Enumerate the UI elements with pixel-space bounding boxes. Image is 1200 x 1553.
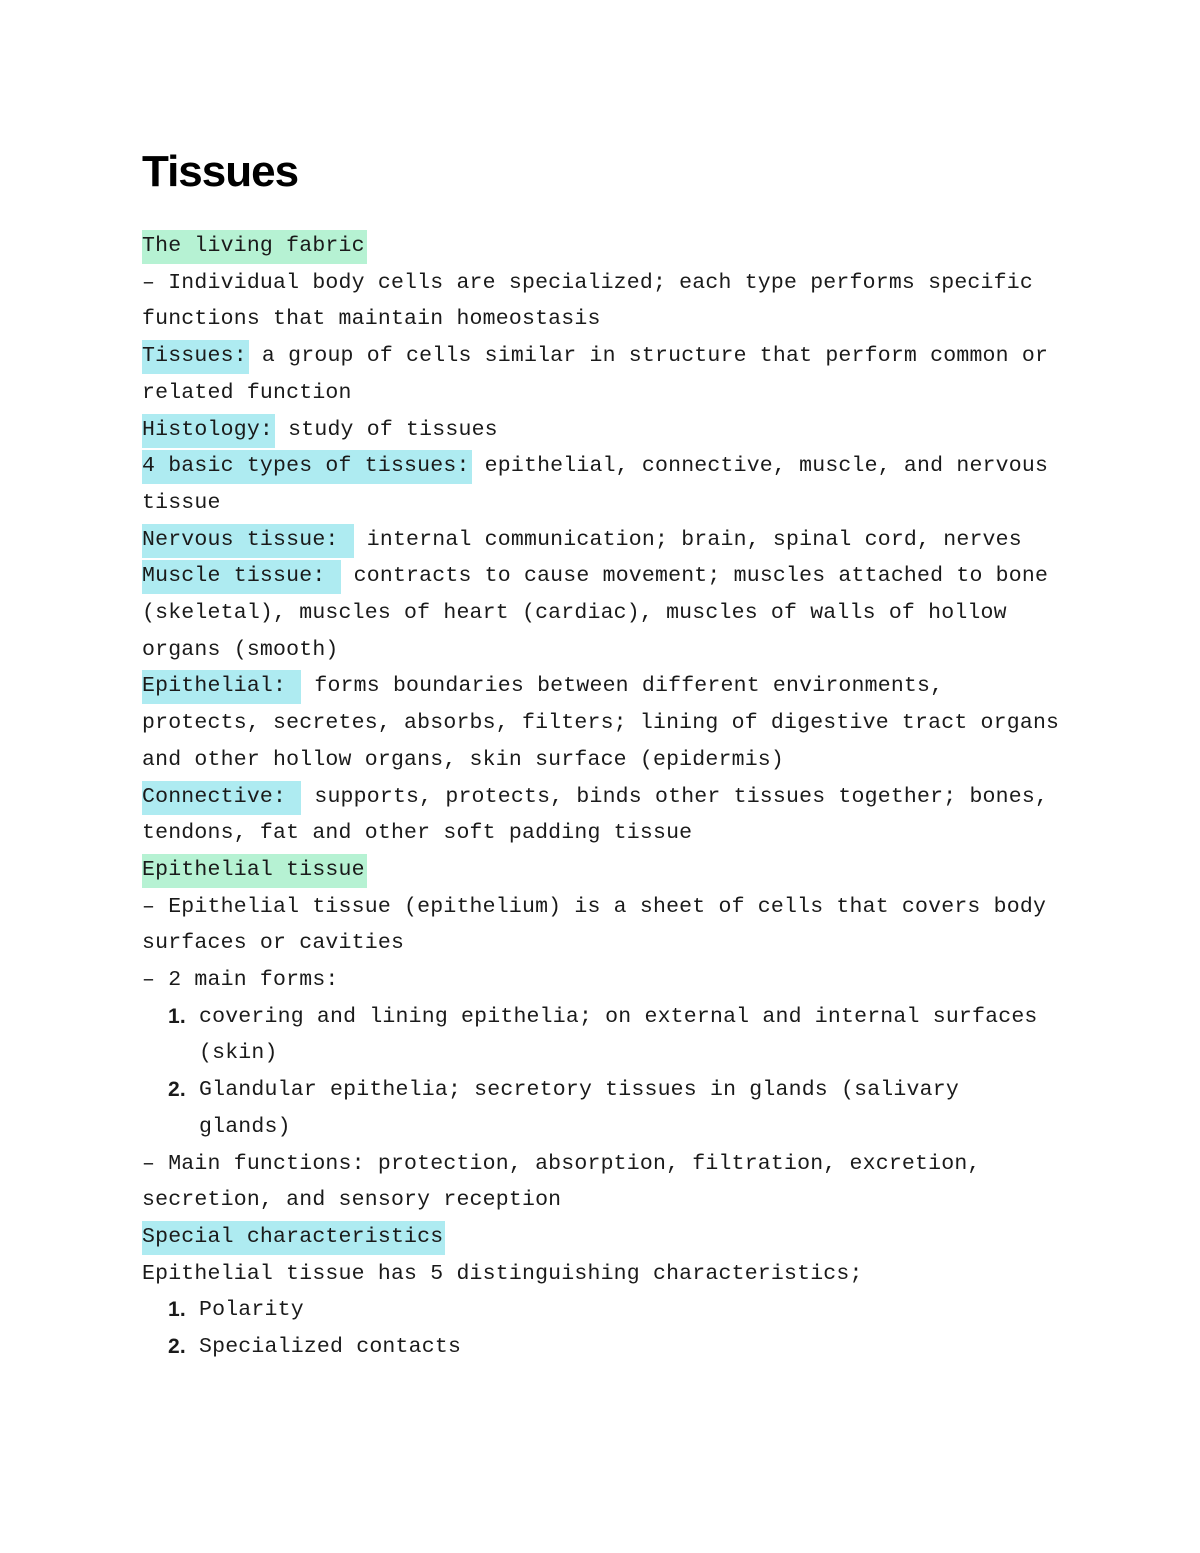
list-item [142, 1292, 1062, 1329]
definition-muscle-tissue [142, 558, 1062, 668]
definition-text: epithelial, connective, muscle, and nervous tissue [142, 454, 1062, 515]
section-heading-epithelial-tissue [142, 852, 1062, 889]
epithelial-description: – Epithelial tissue (epithelium) is a sheet of cells that covers body surfaces or cavities [142, 894, 1060, 956]
definition-text: study of tissues [275, 417, 498, 442]
list-item-text: Glandular epithelia; secretory tissues in glands (salivary glands) [199, 1078, 959, 1139]
heading-highlight: Epithelial tissue [142, 854, 367, 888]
definition-text: forms boundaries between different environments, protects, secretes, absorbs, filters; lining of digestive tract organs and other hollow organs, skin surface (epidermis) [142, 674, 1073, 772]
heading-highlight: The living fabric [142, 230, 367, 264]
list-item-text: Specialized contacts [199, 1335, 462, 1360]
list-number: 1. [168, 1004, 186, 1028]
term-tissues: Tissues: [142, 340, 249, 374]
definition-epithelial [142, 668, 1073, 778]
definition-text: a group of cells similar in structure that perform common or related function [142, 344, 1062, 405]
term-connective: Connective: [142, 781, 301, 815]
term-histology: Histology: [142, 414, 275, 448]
term-basic-types: 4 basic types of tissues: [142, 450, 472, 484]
definition-nervous-tissue [142, 522, 1062, 559]
definition-text: supports, protects, binds other tissues together; bones, tendons, fat and other soft padding tissue [142, 784, 1062, 846]
term-muscle-tissue: Muscle tissue: [142, 560, 341, 594]
living-fabric-intro: – Individual body cells are specialized; each type performs specific functions that maintain homeostasis [142, 270, 1047, 332]
list-item-text: covering and lining epithelia; on external and internal surfaces (skin) [199, 1004, 1038, 1066]
definition-connective [142, 779, 1062, 852]
list-item-text: Polarity [199, 1298, 304, 1323]
list-number: 1. [168, 1298, 186, 1322]
page-title: Tissues [142, 147, 299, 196]
characteristics-list [142, 1292, 1062, 1365]
term-nervous-tissue: Nervous tissue: [142, 524, 354, 558]
list-number: 2. [168, 1335, 186, 1359]
definition-basic-types [142, 448, 1062, 521]
epithelial-forms-intro: – 2 main forms: [142, 968, 339, 993]
list-item [142, 999, 1062, 1072]
definition-histology [142, 412, 1062, 449]
section-heading-living-fabric [142, 228, 1062, 265]
term-epithelial: Epithelial: [142, 670, 301, 704]
definition-text: internal communication; brain, spinal cord, nerves [353, 527, 1022, 552]
list-item [142, 1329, 1062, 1366]
characteristics-intro: Epithelial tissue has 5 distinguishing characteristics; [142, 1261, 863, 1286]
document-body [142, 228, 1073, 1366]
section-heading-special-characteristics [142, 1219, 1062, 1256]
epithelial-forms-list [142, 999, 1062, 1146]
list-item [142, 1072, 1062, 1145]
document-page [142, 142, 1073, 1366]
heading-highlight: Special characteristics [142, 1221, 445, 1255]
definition-tissues [142, 338, 1062, 411]
list-number: 2. [168, 1078, 186, 1102]
definition-text: contracts to cause movement; muscles attached to bone (skeletal), muscles of heart (cardiac), muscles of walls of hollow organs (smooth) [142, 564, 1062, 662]
epithelial-functions: – Main functions: protection, absorption, filtration, excretion, secretion, and sensory reception [142, 1151, 994, 1213]
